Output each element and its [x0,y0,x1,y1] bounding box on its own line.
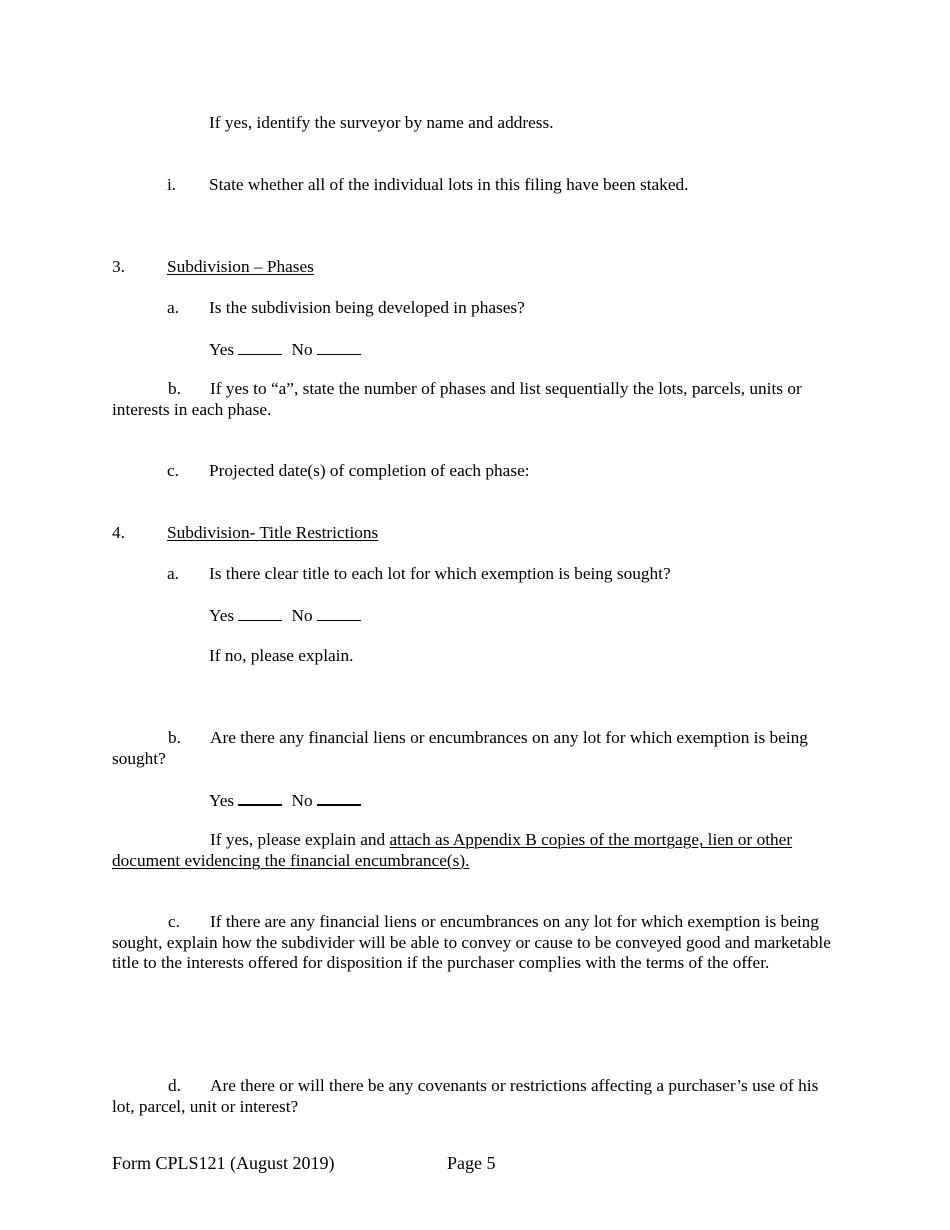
appendix-b-instruction: attach as Appendix B copies of the mortgage, lien or other document evidencing the financial encumbrance(s). [112,830,793,870]
section-3-c-text: Projected date(s) of completion of each phase: [209,461,530,480]
item-i [167,175,688,196]
surveyor-instruction: If yes, identify the surveyor by name and address. [209,113,554,132]
footer-form-id: Form CPLS121 (August 2019) [112,1153,335,1173]
item-i-label: i. [167,175,177,194]
section-4-title: Subdivision- Title Restrictions [167,523,379,542]
section-3-item-b [112,379,832,420]
section-4-b-label: b. [168,728,181,747]
section-3-number: 3. [112,257,125,276]
section-4-number: 4. [112,523,125,542]
section-3-item-a [167,298,525,319]
no-label: No [291,791,313,810]
section-3-item-c [167,461,530,482]
footer-page-number: Page 5 [447,1153,496,1173]
section-4-item-a [167,564,671,585]
section-3-a-text: Is the subdivision being developed in phases? [209,298,525,317]
section-4-c-text: If there are any financial liens or encumbrances on any lot for which exemption is being sought, explain how the subdivider will be able to convey or cause to be conveyed good and marketable title to the interests offered for disposition if the purchaser complies with the terms of the offer. [112,912,831,972]
section-4-d-text: Are there or will there be any covenants or restrictions affecting a purchaser’s use of his lot, parcel, unit or interest? [112,1076,819,1116]
section-4-a-label: a. [167,564,179,583]
no-label: No [291,340,313,359]
no-blank[interactable] [317,339,361,355]
section-4-b-yes-no [209,789,361,812]
explain-if-yes [112,830,832,871]
explain-yes-prefix: If yes, please explain and [210,830,390,849]
yes-label: Yes [209,606,235,625]
section-3-yes-no [209,339,361,361]
section-4-heading [112,523,378,544]
yes-label: Yes [209,340,235,359]
section-3-b-text: If yes to “a”, state the number of phases and list sequentially the lots, parcels, units or interests in each phase. [112,379,802,419]
section-3-title: Subdivision – Phases [167,257,314,276]
no-blank[interactable] [317,605,361,621]
section-3-heading [112,257,314,278]
no-blank[interactable] [317,789,361,806]
section-3-a-label: a. [167,298,179,317]
explain-if-no: If no, please explain. [209,646,354,665]
yes-blank[interactable] [238,339,282,355]
section-4-a-text: Is there clear title to each lot for which exemption is being sought? [209,564,671,583]
section-4-a-yes-no [209,605,361,627]
section-4-item-b [112,728,832,769]
item-i-text: State whether all of the individual lots in this filing have been staked. [209,175,689,194]
section-4-b-text: Are there any financial liens or encumbrances on any lot for which exemption is being sought? [112,728,808,768]
section-4-item-c [112,912,832,974]
section-3-b-label: b. [168,379,181,398]
section-4-d-label: d. [168,1076,181,1095]
yes-blank[interactable] [238,605,282,621]
yes-blank[interactable] [238,789,282,806]
section-4-item-d [112,1076,832,1117]
section-4-c-label: c. [168,912,180,931]
no-label: No [291,606,313,625]
section-3-c-label: c. [167,461,179,480]
yes-label: Yes [209,791,235,810]
